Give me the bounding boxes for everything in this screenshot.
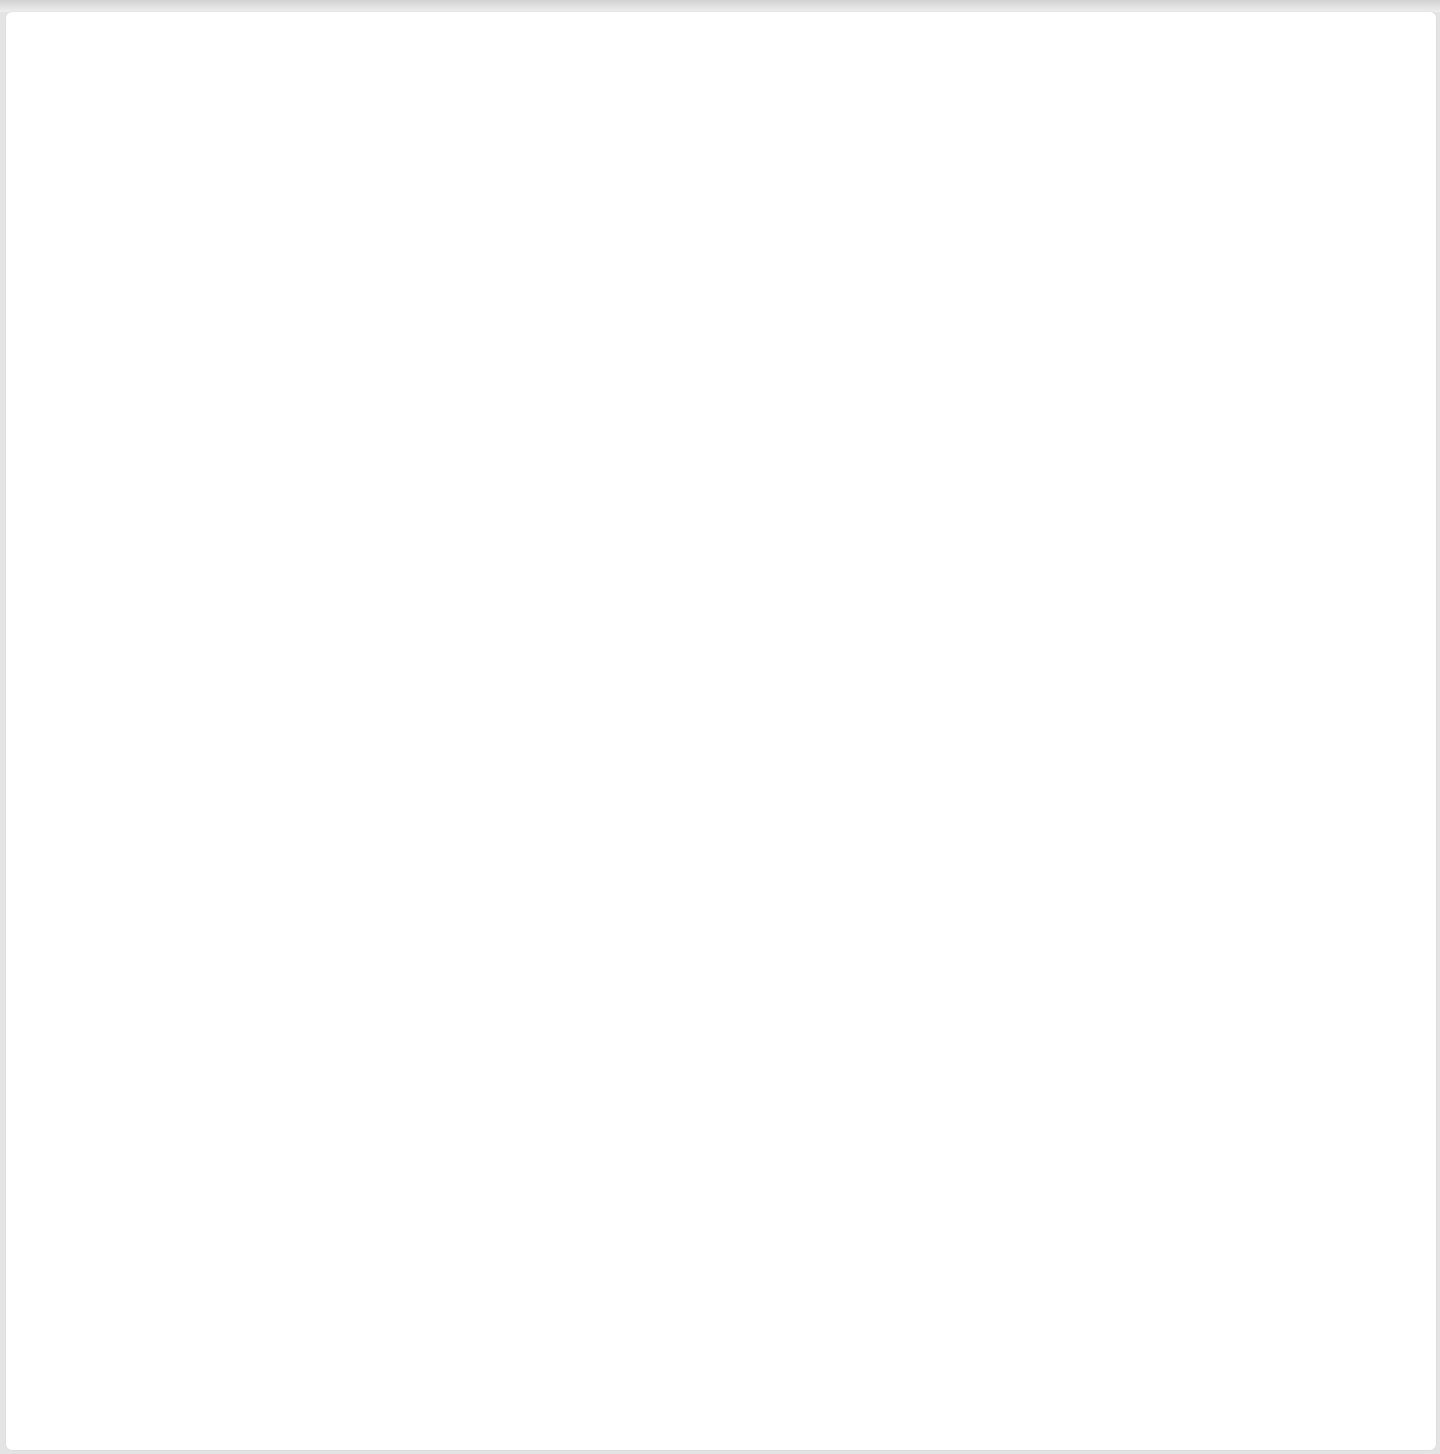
piecewise-graph <box>670 6 1310 598</box>
